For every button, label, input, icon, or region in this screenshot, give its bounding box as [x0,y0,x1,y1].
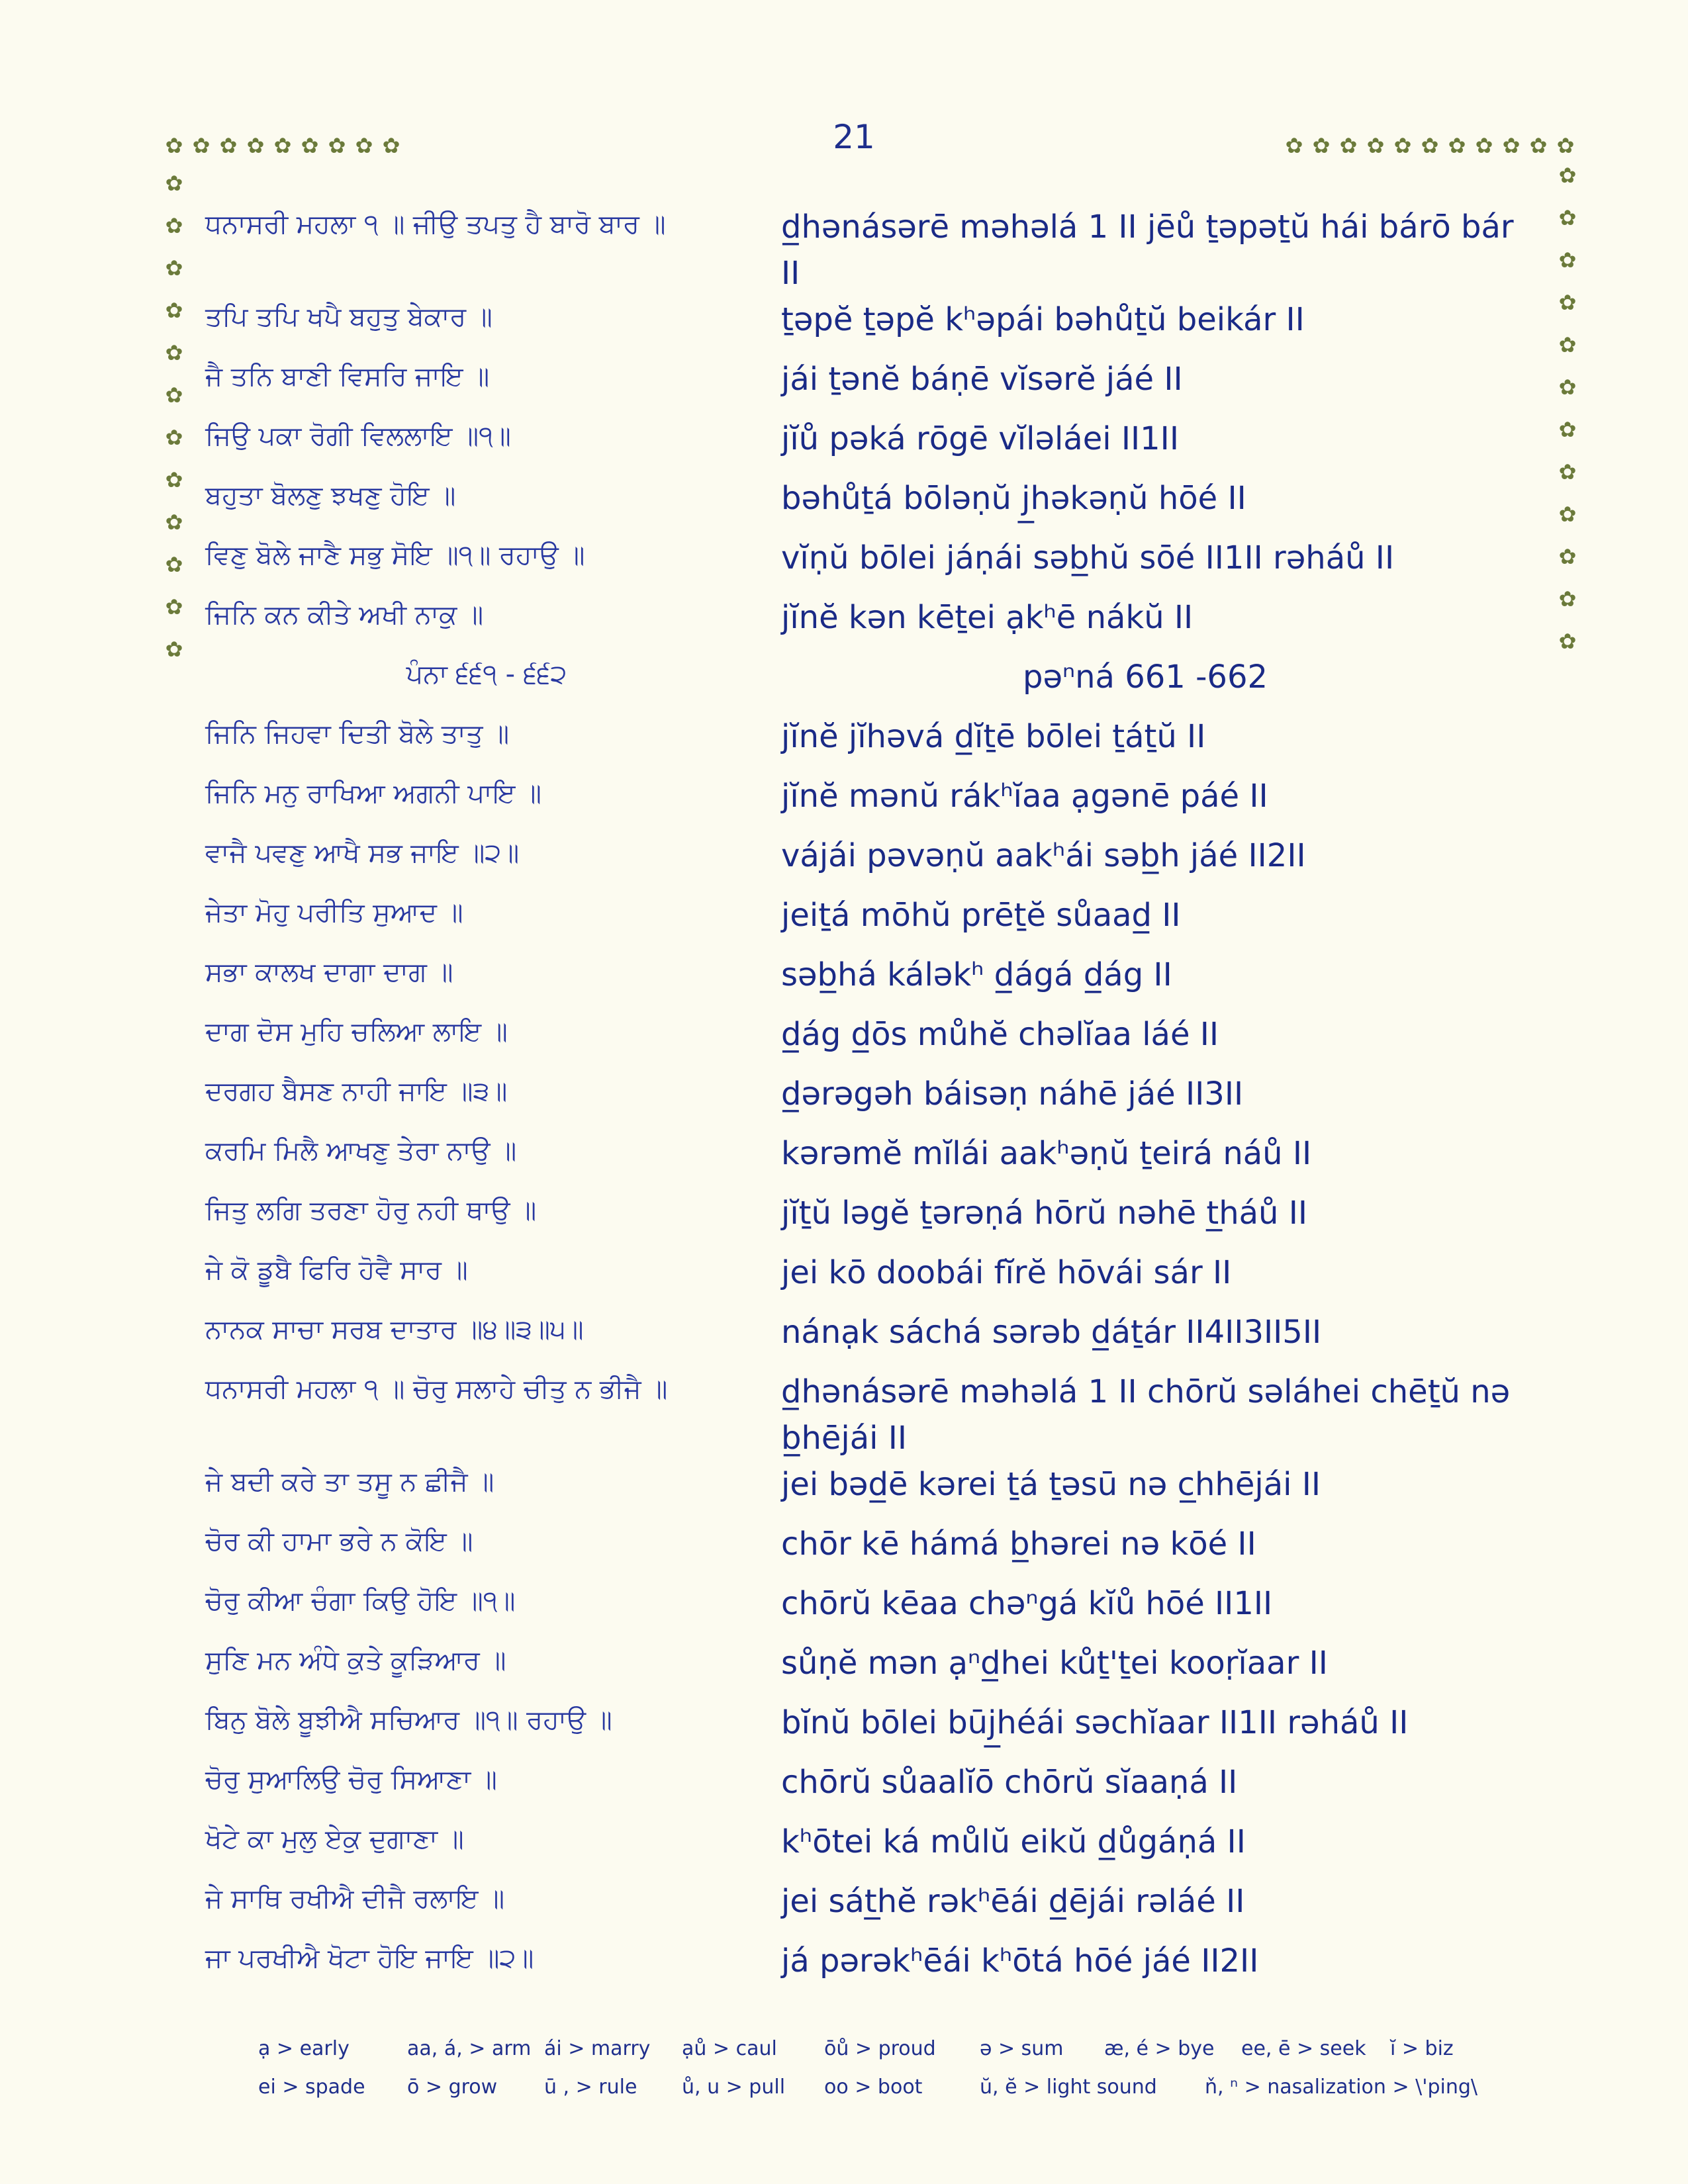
transliteration-line: jei kō doobái fĭrĕ hōvái sár II [781,1254,1232,1291]
flower-icon: ✿ [165,255,183,281]
flower-icon: ✿ [1393,133,1412,158]
flower-icon: ✿ [328,133,346,158]
flower-icon: ✿ [246,133,265,158]
verse-row [0,1938,1688,1997]
gurmukhi-line: ਜਿਨਿ ਕਨ ਕੀਤੇ ਅਖੀ ਨਾਕੁ ॥ [205,600,484,630]
gurmukhi-line: ਜੇਤਾ ਮੋਹੁ ਪਰੀਤਿ ਸੁਆਦ ॥ [205,897,463,928]
legend-item: ee, ē > seek [1241,2037,1366,2060]
flower-icon: ✿ [1558,417,1577,442]
gurmukhi-line: ਸੁਣਿ ਮਨ ਅੰਧੇ ਕੁਤੇ ਕੂੜਿਆਰ ॥ [205,1645,506,1676]
transliteration-line: chōrŭ kēaa chəⁿgá kĭů hōé II1II [781,1585,1273,1622]
transliteration-line: jei bəd̲ē kərei ṯá ṯəsū nə c̲hhējái II [781,1466,1321,1503]
transliteration-line: jeiṯá mōhŭ prēṯĕ sůaad̲ II [781,897,1181,934]
gurmukhi-line: ਸਭਾ ਕਾਲਖ ਦਾਗਾ ਦਾਗ ॥ [205,957,453,987]
verse-row [0,952,1688,1011]
verse-row [0,833,1688,892]
gurmukhi-line: ਜਿਉ ਪਕਾ ਰੋਗੀ ਵਿਲਲਾਇ ॥੧॥ [205,421,511,451]
flower-icon: ✿ [1556,133,1575,158]
flower-icon: ✿ [273,133,292,158]
gurmukhi-line: ਚੋਰੁ ਕੀਆ ਚੰਗਾ ਕਿਉ ਹੋਇ ॥੧॥ [205,1586,516,1616]
flower-icon: ✿ [1558,248,1577,273]
flower-icon: ✿ [1529,133,1548,158]
transliteration-line: kərəmĕ mĭlái aakʰəṇŭ ṯeirá náů II [781,1135,1312,1172]
transliteration-line: nánạk sáchá sərəb d̲áṯár II4II3II5II [781,1314,1322,1351]
verse-row [0,1759,1688,1819]
flower-icon: ✿ [165,552,183,577]
gurmukhi-line: ਜੇ ਕੋ ਡੂਬੈ ਫਿਰਿ ਹੋਵੈ ਸਾਰ ॥ [205,1255,468,1285]
verse-row [0,475,1688,535]
gurmukhi-line: ਖੋਟੇ ਕਾ ਮੁਲੁ ਏਕੁ ਦੁਗਾਣਾ ॥ [205,1824,464,1854]
verse-row [0,1521,1688,1580]
flower-icon: ✿ [165,133,183,158]
verse-row [0,1130,1688,1190]
verse-row [0,713,1688,773]
legend-item: ei > spade [258,2075,365,2099]
legend-item: ō > grow [407,2075,498,2099]
transliteration-line: pəⁿná 661 -662 [1022,659,1268,696]
legend-item: ái > marry [544,2037,651,2060]
gurmukhi-line: ਧਨਾਸਰੀ ਮਹਲਾ ੧ ॥ ਚੋਰੁ ਸਲਾਹੇ ਚੀਤੁ ਨ ਭੀਜੈ ॥ [205,1374,668,1404]
legend-row [258,2075,1516,2109]
flower-icon: ✿ [1558,290,1577,315]
legend-item: ū , > rule [544,2075,637,2099]
gurmukhi-line: ਜੇ ਬਦੀ ਕਰੇ ਤਾ ਤਸੂ ਨ ਛੀਜੈ ॥ [205,1467,494,1497]
flower-icon: ✿ [1558,586,1577,612]
gurmukhi-line: ਜਿਤੁ ਲਗਿ ਤਰਣਾ ਹੋਰੁ ਨਹੀ ਥਾਉ ॥ [205,1195,537,1226]
transliteration-line: jĭṯŭ ləgĕ ṯərəṇá hōrŭ nəhē t̲háů II [781,1195,1308,1232]
gurmukhi-line: ਦਰਗਹ ਬੈਸਣ ਨਾਹੀ ਜਾਇ ॥੩॥ [205,1076,508,1107]
verse-row [0,1369,1688,1457]
flower-icon: ✿ [1558,205,1577,230]
transliteration-line: jĭnĕ mənŭ rákʰĭaa ạgənē páé II [781,778,1268,815]
transliteration-line: vájái pəvəṇŭ aakʰái səb̲h jáé II2II [781,837,1306,874]
flower-icon: ✿ [1558,629,1577,654]
flower-icon: ✿ [1558,375,1577,400]
transliteration-line: bəhůṯá bōləṇŭ j̲həkəṇŭ hōé II [781,480,1246,517]
legend-item: ů, u > pull [682,2075,786,2099]
flower-icon: ✿ [1448,133,1466,158]
gurmukhi-line: ਬਹੁਤਾ ਬੋਲਣੁ ਝਖਣੁ ਹੋਇ ॥ [205,480,456,511]
flower-icon: ✿ [165,594,183,619]
gurmukhi-line: ਚੋਰ ਕੀ ਹਾਮਾ ਭਰੇ ਨ ਕੋਇ ॥ [205,1526,473,1557]
transliteration-line: vĭṇŭ bōlei jáṇái səb̲hŭ sōé II1II rəháů II [781,539,1395,576]
flower-icon: ✿ [355,133,373,158]
flower-icon: ✿ [165,637,183,662]
flower-icon: ✿ [165,340,183,365]
flower-icon: ✿ [219,133,238,158]
flower-icon: ✿ [165,383,183,408]
transliteration-line: já pərəkʰēái kʰōtá hōé jáé II2II [781,1942,1259,1979]
transliteration-line: d̲ərəgəh báisəṇ náhē jáé II3II [781,1075,1244,1113]
gurmukhi-line: ਵਿਣੁ ਬੋਲੇ ਜਾਣੈ ਸਭੁ ਸੋਇ ॥੧॥ ਰਹਾਉ ॥ [205,540,585,570]
gurmukhi-line: ਪੰਨਾ ੬੬੧ - ੬੬੨ [406,659,567,690]
verse-row [0,773,1688,833]
gurmukhi-line: ਕਰਮਿ ਮਿਲੈ ਆਖਣੁ ਤੇਰਾ ਨਾਉ ॥ [205,1136,517,1166]
verse-row [0,535,1688,594]
gurmukhi-line: ਜੈ ਤਨਿ ਬਾਣੀ ਵਿਸਰਿ ਜਾਇ ॥ [205,361,490,392]
flower-icon: ✿ [1285,133,1303,158]
flower-icon: ✿ [1421,133,1439,158]
flower-icon: ✿ [1558,163,1577,188]
verse-row [0,892,1688,952]
verse-row [0,1461,1688,1521]
legend-item: ōů > proud [824,2037,936,2060]
flower-icon: ✿ [1558,459,1577,484]
verse-row [0,1580,1688,1640]
gurmukhi-line: ਦਾਗ ਦੋਸ ਮੁਹਿ ਚਲਿਆ ਲਾਇ ॥ [205,1017,508,1047]
legend-item: ə > sum [980,2037,1064,2060]
gurmukhi-line: ਧਨਾਸਰੀ ਮਹਲਾ ੧ ॥ ਜੀਉ ਤਪਤੁ ਹੈ ਬਾਰੋ ਬਾਰ ॥ [205,209,666,240]
legend-item: ạů > caul [682,2037,777,2060]
transliteration-line: jĭnĕ kən kēṯei ạkʰē nákŭ II [781,599,1194,636]
verse-row [0,594,1688,654]
legend-row [258,2037,1516,2070]
flower-icon: ✿ [165,298,183,323]
verse-row [0,1011,1688,1071]
legend-item: oo > boot [824,2075,923,2099]
legend-item: ĭ > biz [1390,2037,1454,2060]
gurmukhi-line: ਜਿਨਿ ਮਨੁ ਰਾਖਿਆ ਅਗਨੀ ਪਾਇ ॥ [205,778,542,809]
flower-icon: ✿ [1312,133,1331,158]
flower-icon: ✿ [192,133,211,158]
flower-icon: ✿ [1558,544,1577,569]
transliteration-line: ṯəpĕ ṯəpĕ kʰəpái bəhůṯŭ beikár II [781,301,1305,338]
verse-row [0,1071,1688,1130]
verse-row [0,1190,1688,1250]
flower-icon: ✿ [1339,133,1358,158]
verse-row [0,1878,1688,1938]
verse-row [0,204,1688,292]
legend-item: ň, ⁿ > nasalization > \'ping\ [1205,2075,1478,2099]
gurmukhi-line: ਵਾਜੈ ਪਵਣੁ ਆਖੈ ਸਭ ਜਾਇ ॥੨॥ [205,838,520,868]
flower-icon: ✿ [165,425,183,450]
gurmukhi-line: ਨਾਨਕ ਸਾਚਾ ਸਰਬ ਦਾਤਾਰ ॥੪॥੩॥੫॥ [205,1314,584,1345]
transliteration-line: d̲hənásərē məhəlá 1 II chōrŭ səláhei chēṯŭ nə b̲hējái II [781,1373,1511,1457]
flower-icon: ✿ [165,467,183,492]
verse-row [0,1819,1688,1878]
verse-row [0,654,1688,713]
verse-row [0,416,1688,475]
flower-icon: ✿ [301,133,319,158]
transliteration-line: chōrŭ sůaalĭō chōrŭ sĭaaṇá II [781,1764,1238,1801]
verse-row [0,1700,1688,1759]
flower-icon: ✿ [1475,133,1493,158]
flower-icon: ✿ [165,171,183,196]
transliteration-line: chōr kē hámá b̲hərei nə kōé II [781,1525,1256,1563]
gurmukhi-line: ਬਿਨੁ ਬੋਲੇ ਬੂਝੀਐ ਸਚਿਆਰ ॥੧॥ ਰਹਾਉ ॥ [205,1705,612,1735]
flower-icon: ✿ [1558,332,1577,357]
transliteration-line: jái ṯənĕ báṇē vĭsərĕ jáé II [781,361,1183,398]
flower-icon: ✿ [165,213,183,238]
gurmukhi-line: ਤਪਿ ਤਪਿ ਖਪੈ ਬਹੁਤੁ ਬੇਕਾਰ ॥ [205,302,492,332]
verse-row [0,1640,1688,1700]
legend-item: aa, á, > arm [407,2037,532,2060]
transliteration-line: jĭů pəká rōgē vĭləláei II1II [781,420,1179,457]
transliteration-line: kʰōtei ká můlŭ eikŭ d̲ůgáṇá II [781,1823,1246,1860]
transliteration-line: jĭnĕ jĭhəvá d̲ĭṯē bōlei ṯáṯŭ II [781,718,1206,755]
legend-item: ŭ, ĕ > light sound [980,2075,1157,2099]
transliteration-line: d̲ág d̲ōs můhĕ chəlĭaa láé II [781,1016,1219,1053]
page-number: 21 [833,118,875,156]
flower-icon: ✿ [1366,133,1385,158]
verse-row [0,1309,1688,1369]
verse-row [0,356,1688,416]
flower-icon: ✿ [382,133,400,158]
transliteration-line: səb̲há káləkʰ d̲ágá d̲ág II [781,956,1172,993]
flower-icon: ✿ [165,510,183,535]
gurmukhi-line: ਜਾ ਪਰਖੀਐ ਖੋਟਾ ਹੋਇ ਜਾਇ ॥੨॥ [205,1943,534,1974]
gurmukhi-line: ਜੇ ਸਾਥਿ ਰਖੀਐ ਦੀਜੈ ਰਲਾਇ ॥ [205,1884,505,1914]
verse-row [0,1250,1688,1309]
transliteration-line: d̲hənásərē məhəlá 1 II jēů ṯəpəṯŭ hái bárō bár II [781,208,1514,292]
transliteration-line: jei sát̲hĕ rəkʰēái d̲ējái rəláé II [781,1883,1245,1920]
legend-item: æ, é > bye [1104,2037,1215,2060]
gurmukhi-line: ਜਿਨਿ ਜਿਹਵਾ ਦਿਤੀ ਬੋਲੇ ਤਾਤੁ ॥ [205,719,510,749]
flower-icon: ✿ [1502,133,1521,158]
flower-icon: ✿ [1558,502,1577,527]
transliteration-line: bĭnŭ bōlei būj̲héái səchĭaar II1II rəháů II [781,1704,1409,1741]
verse-row [0,296,1688,356]
transliteration-line: sůṇĕ mən ạⁿd̲hei kůṯ'ṯei kooṛĭaar II [781,1645,1328,1682]
legend-item: ạ > early [258,2037,350,2060]
gurmukhi-line: ਚੋਰੁ ਸੁਆਲਿਉ ਚੋਰੁ ਸਿਆਣਾ ॥ [205,1764,497,1795]
